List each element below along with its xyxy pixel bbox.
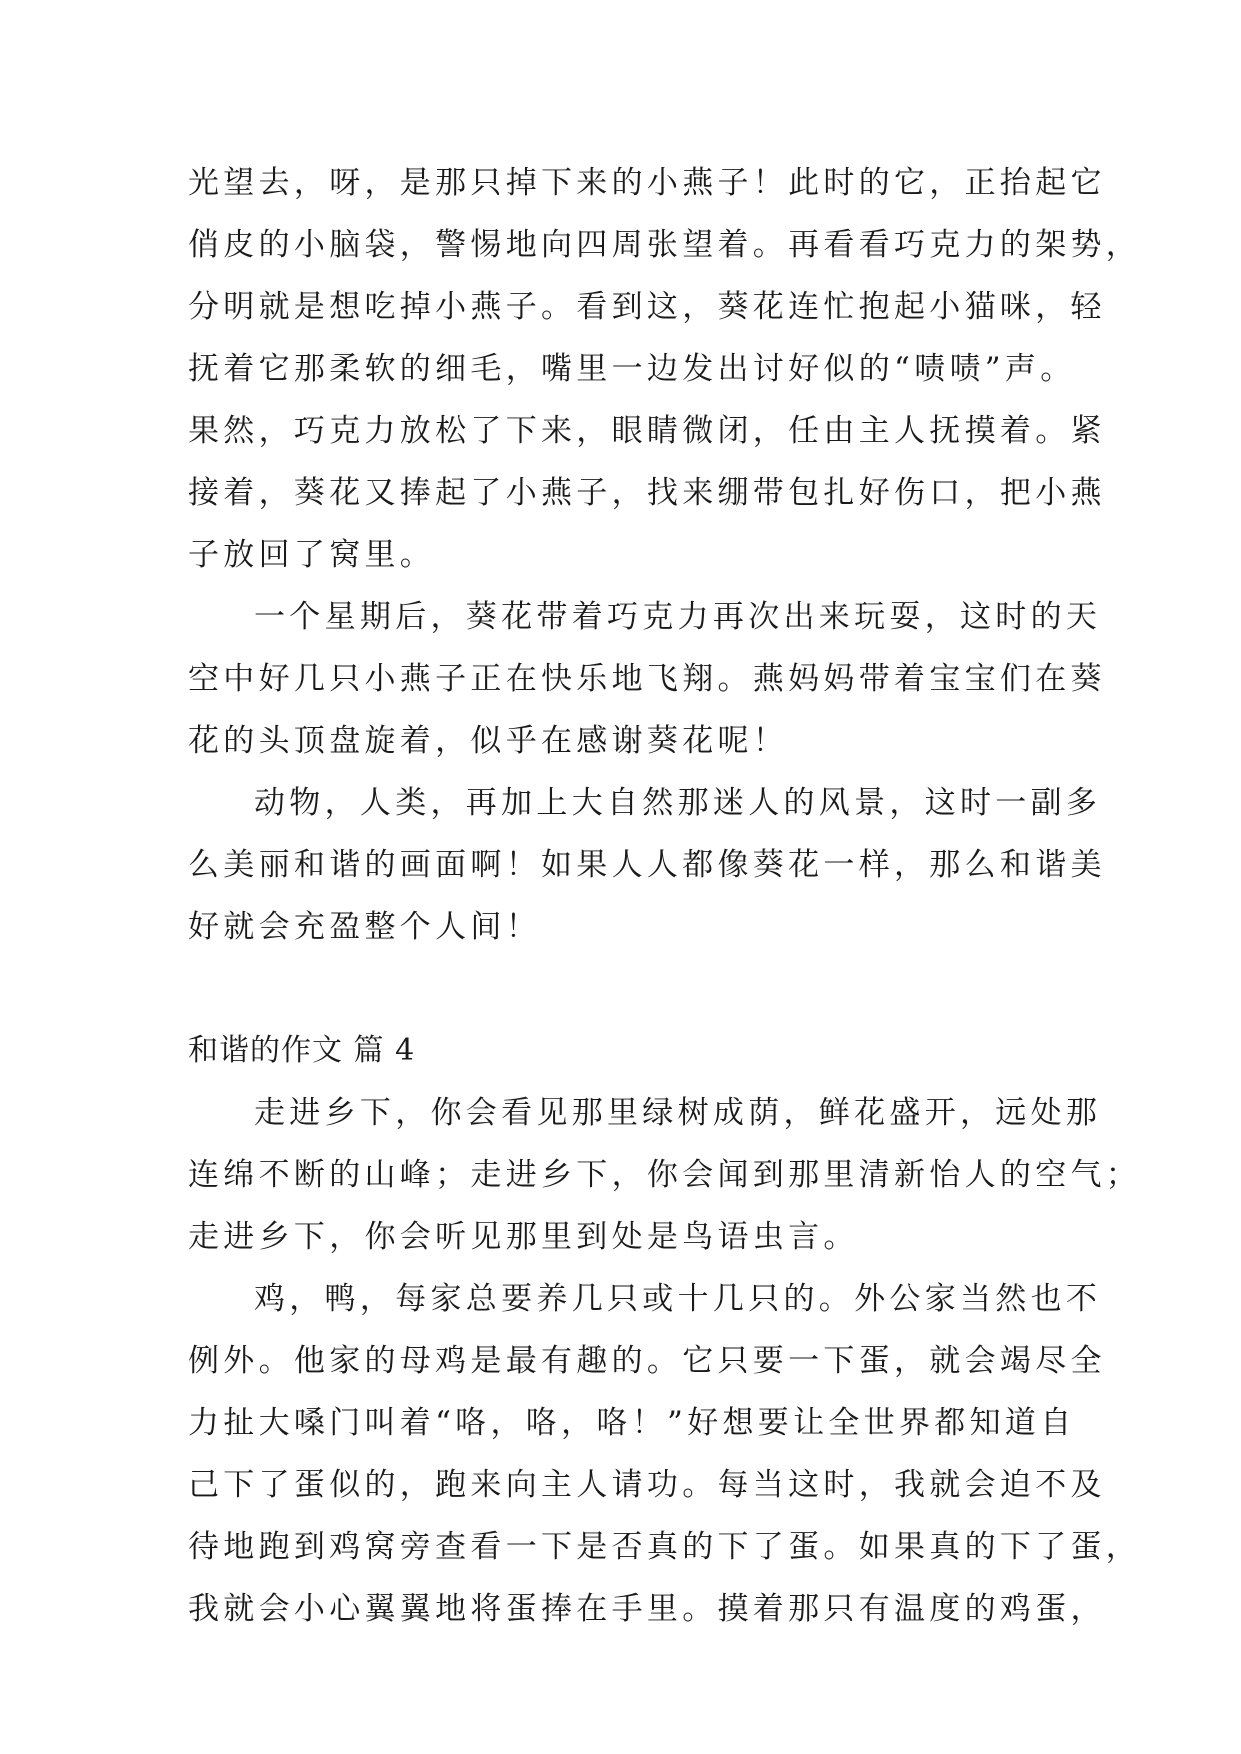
text-line: 鸡，鸭，每家总要养几只或十几只的。外公家当然也不 <box>254 1281 1102 1317</box>
paragraph-hens <box>188 1268 1142 1640</box>
paragraph-swallow-rescue <box>188 152 1142 586</box>
text-line: 连绵不断的山峰；走进乡下，你会闻到那里清新怡人的空气； <box>188 1157 1142 1193</box>
text-line: 我就会小心翼翼地将蛋捧在手里。摸着那只有温度的鸡蛋， <box>188 1591 1106 1627</box>
text-line: 一个星期后，葵花带着巧克力再次出来玩耍，这时的天 <box>254 599 1102 635</box>
text-line: 例外。他家的母鸡是最有趣的。它只要一下蛋，就会竭尽全 <box>188 1343 1106 1379</box>
text-line: 花的头顶盘旋着，似乎在感谢葵花呢！ <box>188 723 789 759</box>
section-heading: 和谐的作文 篇 4 <box>188 1033 416 1068</box>
text-line: 抚着它那柔软的细毛，嘴里一边发出讨好似的“啧啧”声。 <box>188 351 1076 387</box>
text-line: 待地跑到鸡窝旁查看一下是否真的下了蛋。如果真的下了蛋， <box>188 1529 1142 1565</box>
text-line: 己下了蛋似的，跑来向主人请功。每当这时，我就会迫不及 <box>188 1467 1106 1503</box>
text-line: 力扯大嗓门叫着“咯，咯，咯！”好想要让全世界都知道自 <box>188 1405 1076 1441</box>
text-line: 接着，葵花又捧起了小燕子，找来绷带包扎好伤口，把小燕 <box>188 475 1106 511</box>
paragraph-countryside <box>188 1082 1142 1268</box>
text-line: 光望去，呀，是那只掉下来的小燕子！此时的它，正抬起它 <box>188 165 1106 201</box>
paragraph-week-later <box>188 586 1106 772</box>
text-line: 么美丽和谐的画面啊！如果人人都像葵花一样，那么和谐美 <box>188 847 1106 883</box>
text-line: 好就会充盈整个人间！ <box>188 909 541 945</box>
text-line: 分明就是想吃掉小燕子。看到这，葵花连忙抱起小猫咪，轻 <box>188 289 1106 325</box>
text-line: 走进乡下，你会看见那里绿树成荫，鲜花盛开，远处那 <box>254 1095 1102 1131</box>
paragraph-harmony-conclusion <box>188 772 1106 958</box>
document-page <box>188 152 1142 1640</box>
text-line: 走进乡下，你会听见那里到处是鸟语虫言。 <box>188 1219 859 1255</box>
text-line: 果然，巧克力放松了下来，眼睛微闭，任由主人抚摸着。紧 <box>188 413 1106 449</box>
text-line: 俏皮的小脑袋，警惕地向四周张望着。再看看巧克力的架势， <box>188 227 1142 263</box>
text-line: 空中好几只小燕子正在快乐地飞翔。燕妈妈带着宝宝们在葵 <box>188 661 1106 697</box>
text-line: 子放回了窝里。 <box>188 537 436 573</box>
text-line: 动物，人类，再加上大自然那迷人的风景，这时一副多 <box>254 785 1102 821</box>
